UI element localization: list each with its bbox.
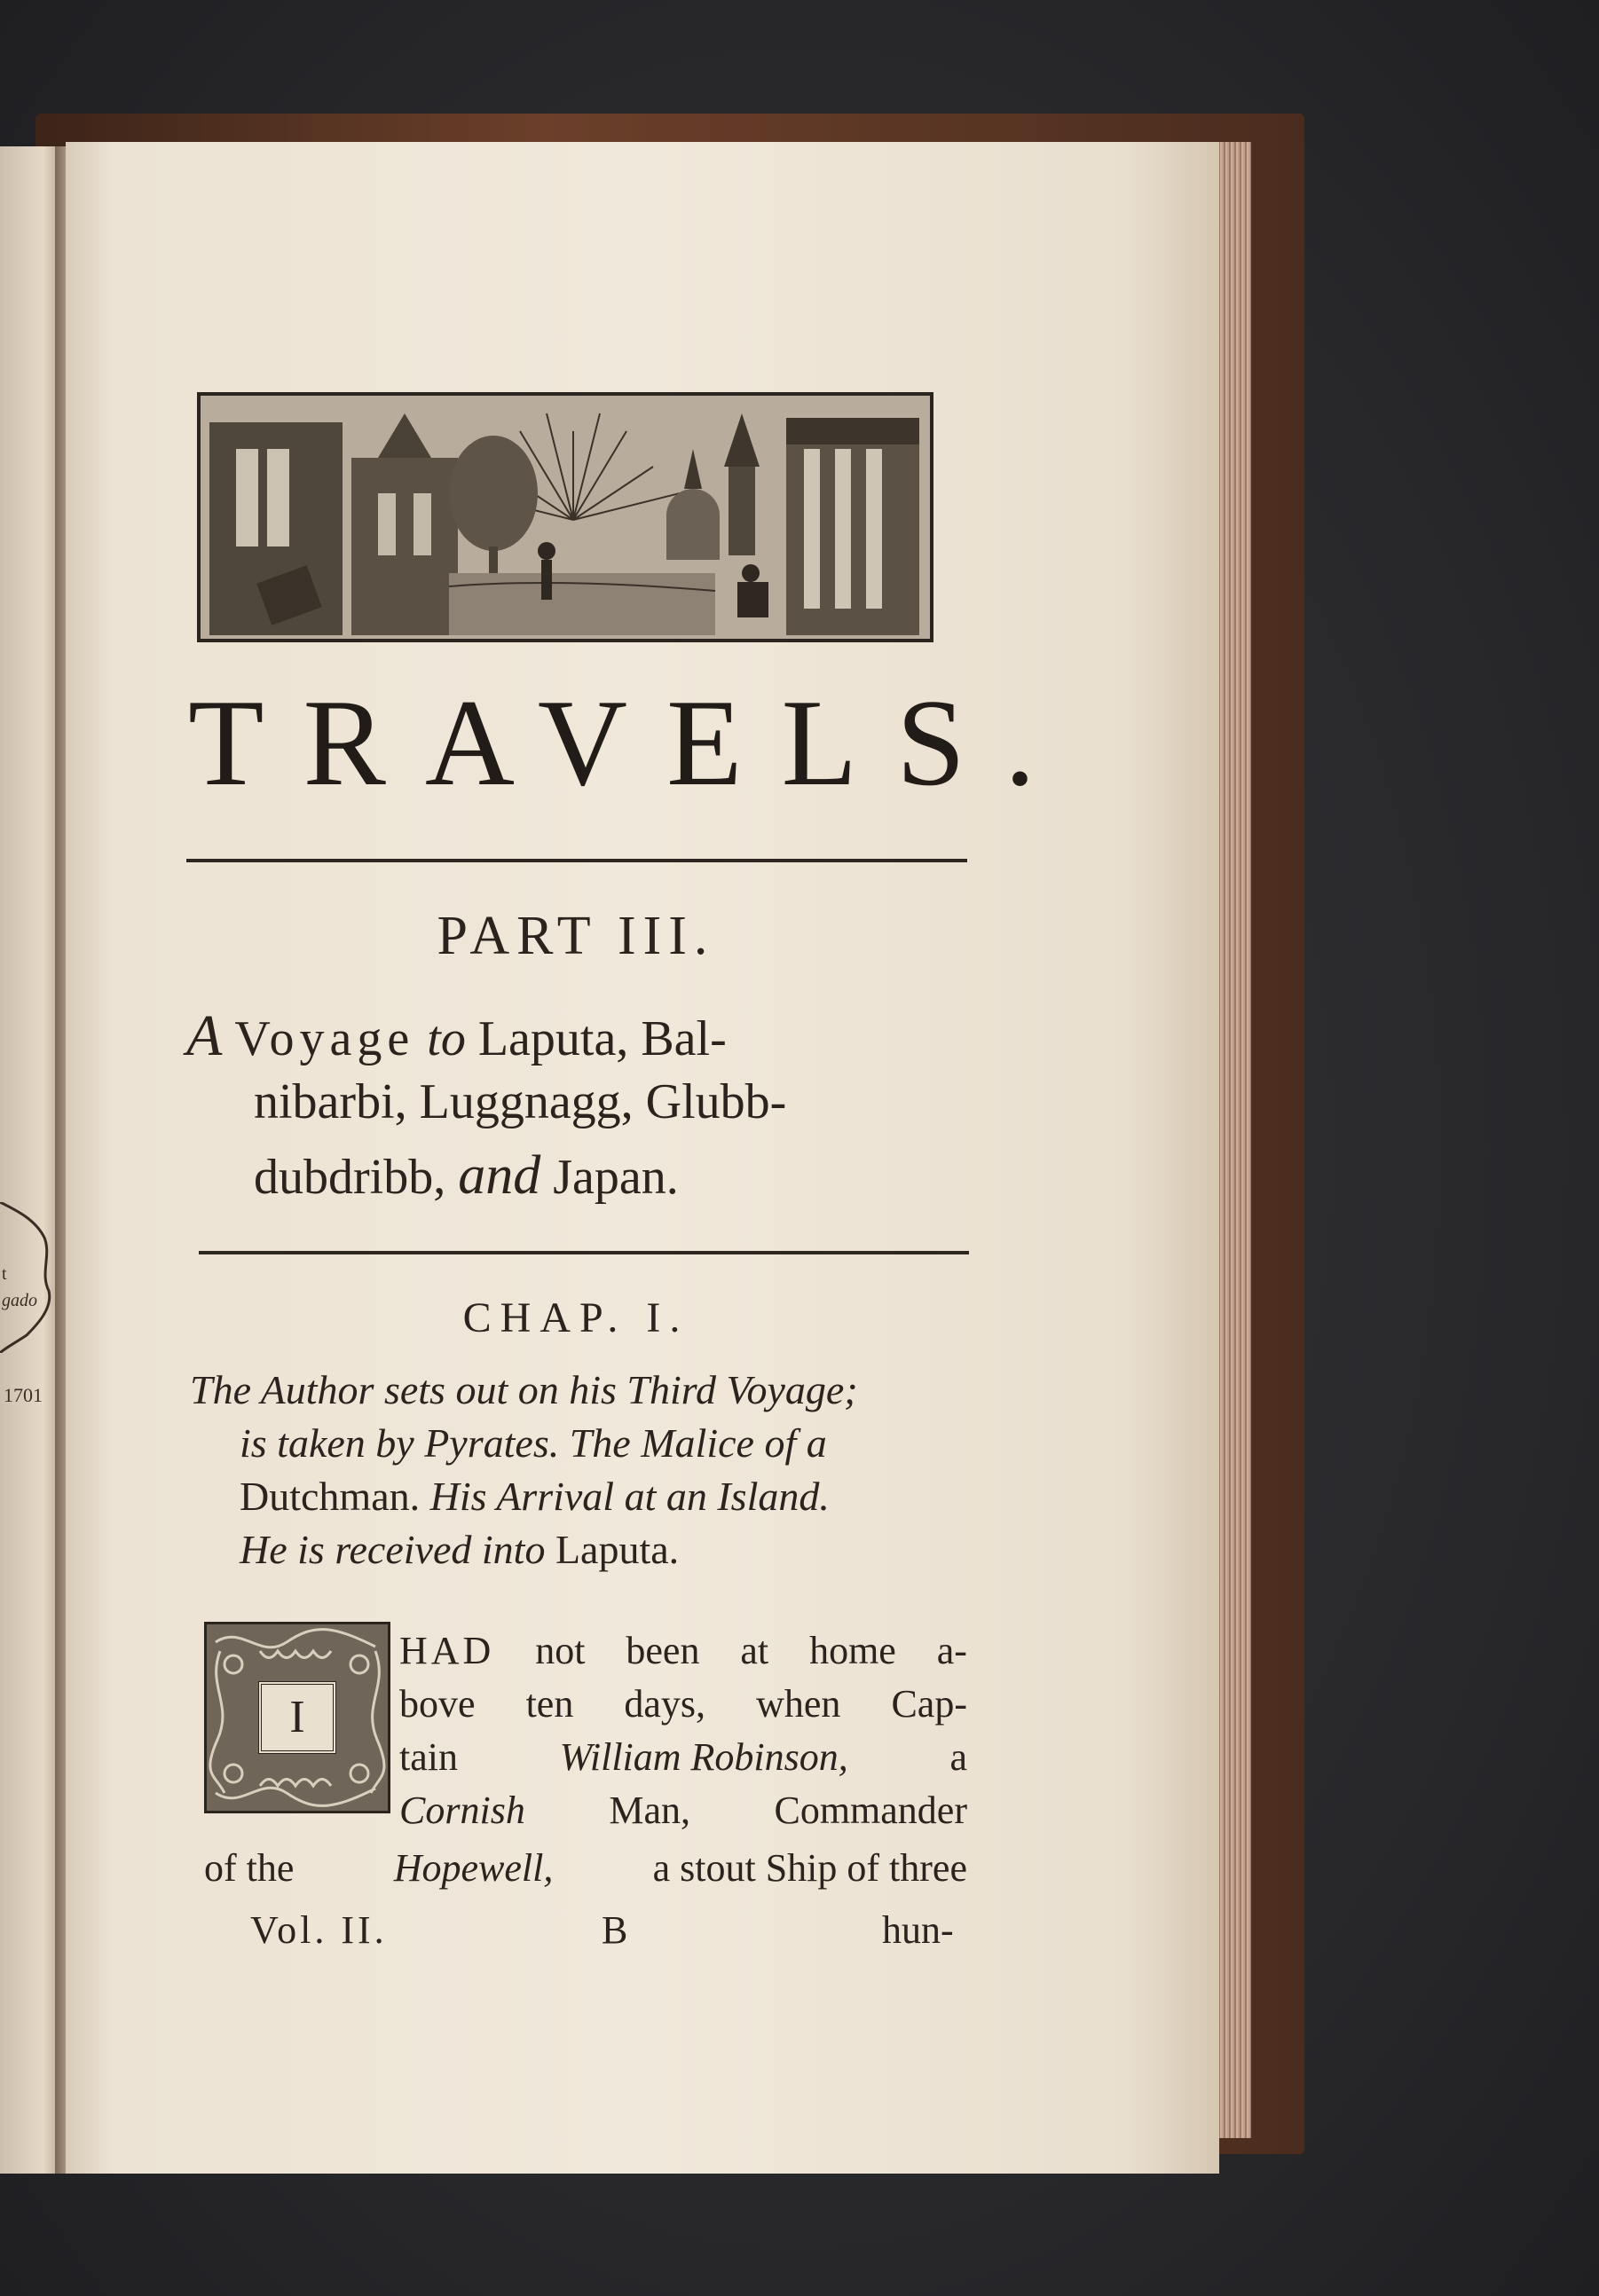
voyage-word-bal: Bal- <box>641 1011 727 1066</box>
summary-text-3a: Dutchman. <box>240 1474 421 1519</box>
voyage-heading-line-1 <box>186 1003 1029 1070</box>
body-name-robinson: William Robinson, <box>559 1735 848 1779</box>
body-word: Man, <box>609 1789 690 1832</box>
chapter-summary-line-1 <box>190 1366 858 1413</box>
woodcut-scene-image <box>201 396 930 639</box>
map-frame <box>0 368 57 2001</box>
part-heading: PART III. <box>437 906 715 966</box>
body-word: HAD <box>399 1629 495 1672</box>
signature-mark: B <box>602 1908 628 1952</box>
voyage-word-a: A <box>186 1003 223 1068</box>
rule-divider-lower <box>199 1251 969 1254</box>
body-word: been <box>626 1629 700 1672</box>
voyage-heading-line-2: nibarbi, Luggnagg, Glubb- <box>254 1074 787 1129</box>
voyage-word-and: and <box>458 1145 541 1206</box>
chapter-summary-line-2 <box>240 1419 827 1466</box>
summary-text-4a: He is received into <box>240 1527 546 1572</box>
body-word: when <box>756 1682 841 1726</box>
body-word: home <box>809 1629 896 1672</box>
page-title: TRAVELS. <box>188 674 1075 812</box>
body-word: not <box>535 1629 586 1672</box>
rule-divider-upper <box>186 859 967 862</box>
body-ship-name: Hopewell, <box>393 1846 554 1890</box>
body-word: a stout Ship of three <box>652 1846 967 1890</box>
map-fragment-text-1: t <box>2 1264 7 1284</box>
voyage-word-japan: Japan. <box>553 1150 679 1205</box>
map-fragment-text-2: gado <box>2 1291 37 1310</box>
chapter-summary-line-4 <box>240 1526 679 1573</box>
body-line-3 <box>399 1734 967 1780</box>
voyage-word-dubdribb: dubdribb, <box>254 1150 446 1205</box>
body-word: at <box>740 1629 769 1672</box>
summary-text-1: The Author sets out on his Third Voyage; <box>190 1367 858 1412</box>
volume-number: Vol. II. <box>250 1908 388 1952</box>
summary-text-2: is taken by Pyrates. The Malice of a <box>240 1420 827 1466</box>
body-word: ten <box>525 1682 574 1726</box>
body-word: a <box>949 1735 967 1779</box>
drop-cap-letter: I <box>258 1681 336 1754</box>
body-word: tain <box>399 1735 458 1779</box>
body-line-5 <box>204 1845 967 1891</box>
chapter-heading: CHAP. I. <box>462 1294 689 1341</box>
body-word: bove <box>399 1682 476 1726</box>
chapter-summary-line-3 <box>240 1473 830 1520</box>
body-word: of the <box>204 1846 295 1890</box>
voyage-word-to: to <box>427 1011 466 1066</box>
body-word-cornish: Cornish <box>399 1789 525 1832</box>
summary-text-4b: Laputa. <box>555 1527 680 1572</box>
body-word: days, <box>624 1682 706 1726</box>
body-word: Cap- <box>891 1682 967 1726</box>
voyage-word-laputa: Laputa, <box>477 1011 629 1066</box>
body-line-4 <box>399 1788 967 1833</box>
drop-cap-ornament <box>204 1622 390 1813</box>
book-page <box>66 142 1219 2174</box>
headpiece-woodcut <box>197 392 933 642</box>
map-fragment-text-3: 1701 <box>4 1384 43 1406</box>
body-word: Commander <box>774 1789 967 1832</box>
map-coastline-fragment <box>0 1202 55 1353</box>
body-line-1 <box>399 1628 967 1673</box>
summary-text-3b: His Arrival at an Island. <box>429 1474 830 1519</box>
voyage-heading-line-3 <box>254 1144 1097 1207</box>
left-page-edge <box>0 146 62 2174</box>
body-word: a- <box>936 1629 967 1672</box>
body-line-2 <box>399 1681 967 1726</box>
catchword: hun- <box>882 1908 954 1952</box>
voyage-word-voyage: Voyage <box>234 1011 415 1066</box>
